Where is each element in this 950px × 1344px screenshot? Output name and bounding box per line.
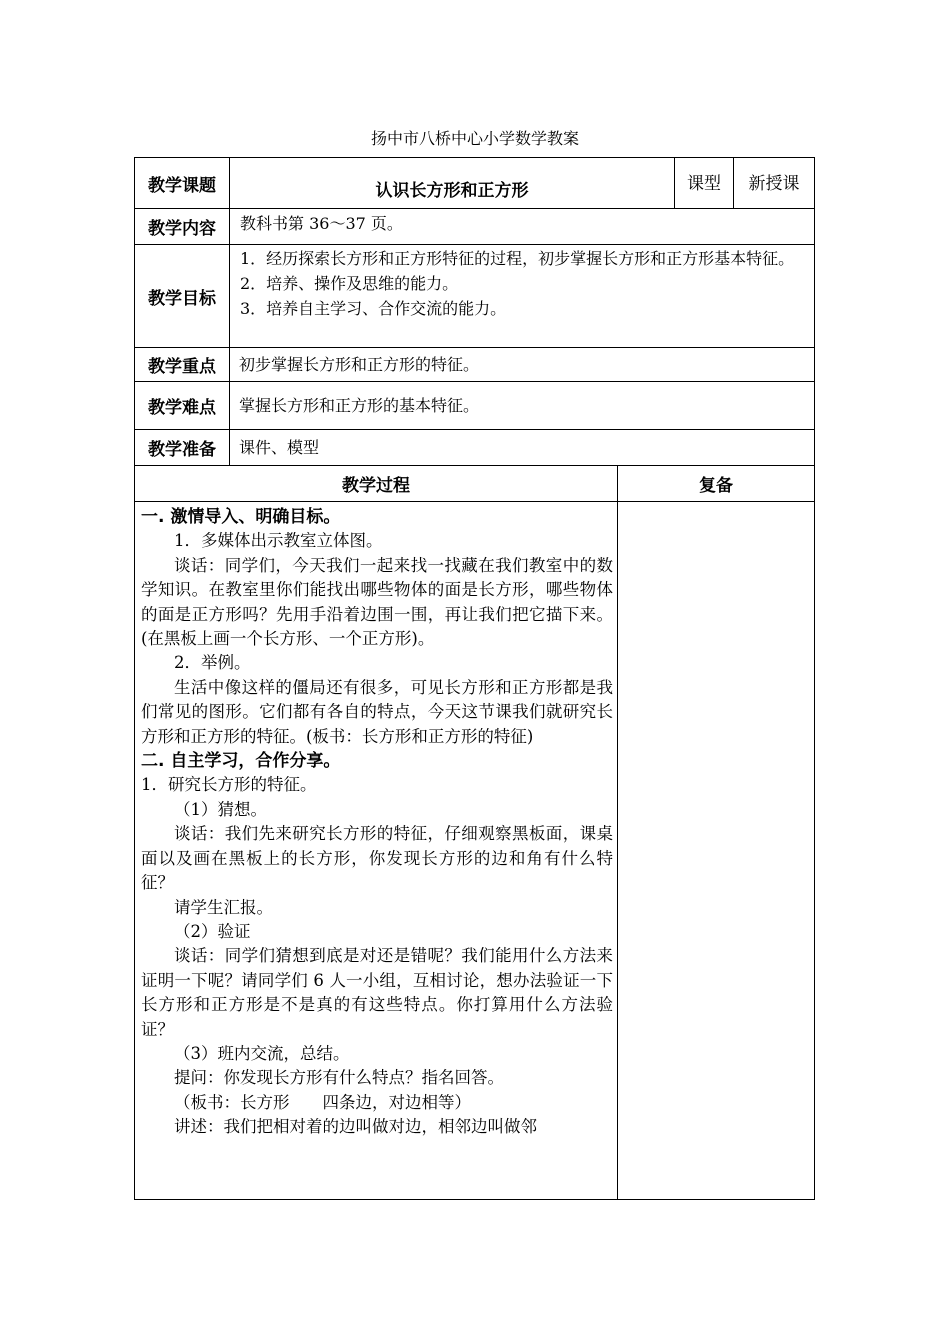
- prep-label: 教学准备: [134, 429, 230, 466]
- review-cell: [617, 501, 815, 1200]
- page-header: 扬中市八桥中心小学数学教案: [370, 129, 579, 148]
- lesson-type-label: 课型: [674, 157, 734, 209]
- goal-item-1: 1．经历探索长方形和正方形特征的过程，初步掌握长方形和正方形基本特征。: [240, 249, 795, 268]
- process-paragraph: 谈话：我们先来研究长方形的特征，仔细观察黑板面，课桌面以及画在黑板上的长方形，你发现长方形的边和角有什么特征？: [141, 824, 613, 893]
- process-paragraph: 谈话：同学们，今天我们一起来找一找藏在我们教室中的数学知识。在教室里你们能找出哪些物体的面是长方形，哪些物体的面是正方形吗？先用手沿着边围一围，再让我们把它描下来。(在黑板上画一个长方形、一个正方形)。: [141, 555, 613, 649]
- process-paragraph: 谈话：同学们猜想到底是对还是错呢？我们能用什么方法来证明一下呢？请同学们 6 人一小组，互相讨论，想办法验证一下长方形和正方形是不是真的有这些特点。你打算用什么方法验证？: [141, 946, 613, 1039]
- process-paragraph: （3）班内交流，总结。: [174, 1043, 350, 1063]
- content-label: 教学内容: [134, 208, 230, 245]
- process-paragraph: （板书：长方形 四条边，对边相等）: [174, 1092, 471, 1112]
- process-paragraph: （1）猜想。: [174, 799, 267, 819]
- key-value: 初步掌握长方形和正方形的特征。: [229, 347, 815, 382]
- process-paragraph: 请学生汇报。: [174, 897, 273, 917]
- process-paragraph: 提问：你发现长方形有什么特点？指名回答。: [174, 1068, 504, 1088]
- goal-item-2: 2．培养、操作及思维的能力。: [240, 274, 459, 293]
- process-paragraph: 1．研究长方形的特征。: [141, 775, 317, 795]
- topic-value: 认识长方形和正方形: [229, 157, 675, 209]
- key-label: 教学重点: [134, 347, 230, 382]
- goal-item-3: 3．培养自主学习、合作交流的能力。: [240, 299, 507, 318]
- process-paragraph: （2）验证: [174, 921, 251, 941]
- difficulty-value: 掌握长方形和正方形的基本特征。: [229, 381, 815, 430]
- prep-value: 课件、模型: [229, 429, 815, 466]
- difficulty-label: 教学难点: [134, 381, 230, 430]
- goals-list: [229, 244, 815, 348]
- section-heading-2: 二. 自主学习，合作分享。: [141, 751, 341, 772]
- lesson-type-value: 新授课: [733, 157, 815, 209]
- process-paragraph: 1．多媒体出示教室立体图。: [174, 531, 383, 551]
- process-paragraph: 讲述：我们把相对着的边叫做对边，相邻边叫做邻: [174, 1117, 537, 1137]
- content-value: 教科书第 36～37 页。: [229, 208, 815, 245]
- process-content: [141, 505, 613, 1140]
- review-header: 复备: [617, 465, 815, 502]
- section-heading-1: 一. 激情导入、明确目标。: [141, 507, 341, 527]
- process-paragraph: 生活中像这样的僵局还有很多，可见长方形和正方形都是我们常见的图形。它们都有各自的特点，今天这节课我们就研究长方形和正方形的特征。(板书：长方形和正方形的特征): [141, 677, 613, 746]
- process-header: 教学过程: [134, 465, 618, 502]
- goals-label: 教学目标: [134, 244, 230, 348]
- topic-label: 教学课题: [134, 157, 230, 209]
- process-paragraph: 2．举例。: [174, 653, 251, 673]
